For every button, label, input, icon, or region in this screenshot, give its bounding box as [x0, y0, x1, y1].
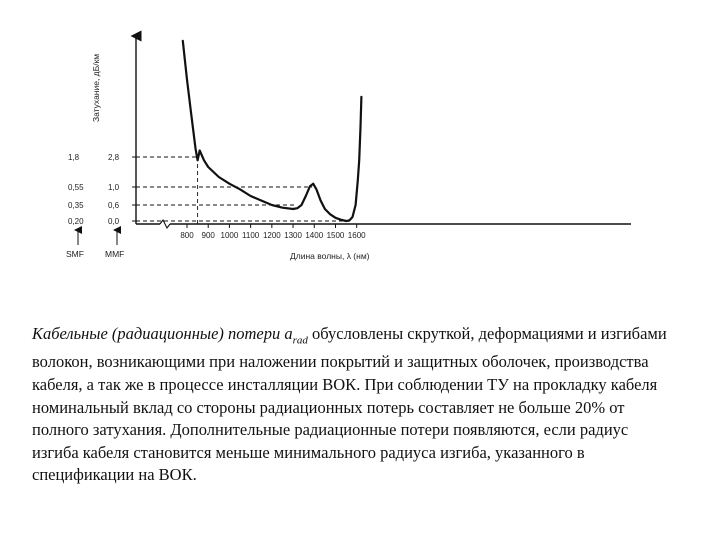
caption-term: Кабельные (радиационные) потери a	[32, 323, 293, 343]
caption-body: обусловлены скруткой, деформациями и изгибами волокон, возникающими при наложении покрытий и защитных оболочек, производства кабеля, а так же в процессе инсталляции ВОК. При соблюдении ТУ на прокладку кабеля номинальный вклад со стороны радиационных потерь составляет не больше 20% от полного затухания. Дополнительные радиационные потери появляются, если радиус изгиба кабеля становится меньше минимального радиуса изгиба, указанного в спецификации на ВОК.	[32, 323, 667, 485]
y-tick-label-mmf: 2,8	[108, 153, 120, 162]
x-tick-label: 900	[201, 231, 215, 240]
mmf-label: MMF	[105, 249, 125, 259]
x-tick-label: 1100	[242, 231, 260, 240]
y-tick-label-smf: 0,35	[68, 201, 84, 210]
x-tick-label: 1200	[262, 231, 281, 240]
x-tick-label: 1500	[326, 231, 345, 240]
smf-label: SMF	[66, 249, 84, 259]
y-tick-label-mmf: 0,6	[108, 201, 120, 210]
y-axis-title: Затухание, дБ/км	[91, 53, 101, 122]
y-tick-label-smf: 0,20	[68, 217, 84, 226]
x-tick-label: 800	[180, 231, 194, 240]
x-ticks	[180, 224, 366, 240]
x-tick-label: 1000	[220, 231, 239, 240]
x-tick-label: 1300	[284, 231, 302, 240]
y-tick-label-mmf: 1,0	[108, 183, 120, 192]
x-tick-label: 1600	[347, 231, 366, 240]
attenuation-curve	[183, 41, 362, 221]
x-tick-label: 1400	[305, 231, 324, 240]
x-axis-title: Длина волны, λ (нм)	[290, 251, 370, 261]
y-tick-label-smf: 0,55	[68, 183, 84, 192]
caption-paragraph	[32, 323, 672, 487]
y-tick-label-smf: 1,8	[68, 153, 80, 162]
caption-term-subscript: rad	[292, 333, 308, 346]
y-ticks	[68, 153, 136, 226]
y-tick-label-mmf: 0,0	[108, 217, 120, 226]
